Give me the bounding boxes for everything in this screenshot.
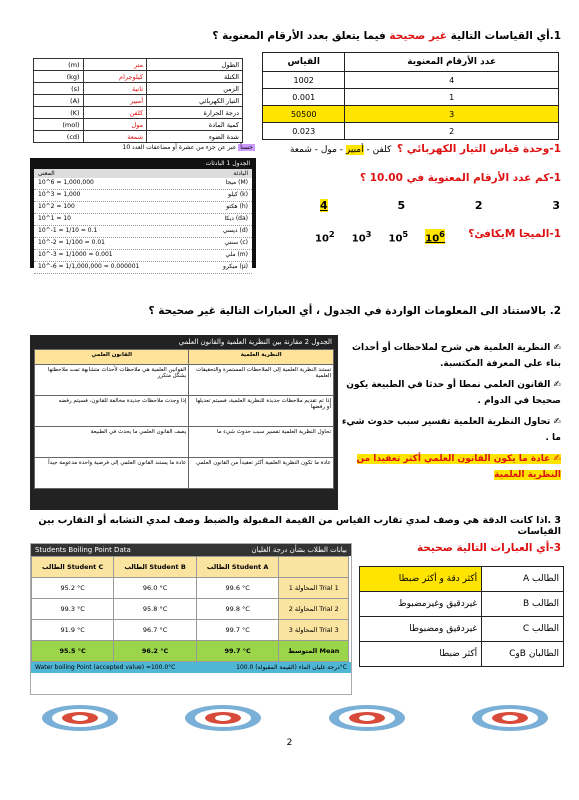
comp-header: النظرية العلمية bbox=[189, 350, 334, 365]
student-cell: أكثر دقة و أكثر ضبطا bbox=[360, 567, 482, 592]
bp-cell: 99.8 °C bbox=[196, 599, 279, 620]
prefix-row bbox=[34, 178, 252, 190]
prefix-name: ديسي (d) bbox=[222, 227, 248, 234]
sig-cell: 2 bbox=[345, 123, 559, 140]
target-a-icon bbox=[327, 700, 407, 736]
targets-row bbox=[40, 700, 550, 736]
units-cell: متر bbox=[83, 59, 146, 71]
table-row bbox=[35, 427, 334, 458]
sig-cell: 50500 bbox=[263, 106, 345, 123]
bp-cell: المتوسط Mean bbox=[279, 641, 349, 662]
table-row bbox=[360, 617, 564, 642]
student-cell: الطالب B bbox=[482, 592, 564, 617]
bp-cell: 96.0 °C bbox=[114, 578, 197, 599]
units-cell: كمية المادة bbox=[147, 119, 243, 131]
units-table bbox=[33, 58, 243, 143]
bp-cell: 96.7 °C bbox=[114, 620, 197, 641]
units-cell: شمعة bbox=[83, 131, 146, 143]
units-row bbox=[34, 59, 243, 71]
units-cell: (cd) bbox=[34, 131, 84, 143]
comp-cell: عادة ما تكون النظرية العلمية أكثر تعقيداً من القانون العلمي bbox=[189, 458, 334, 489]
table-row bbox=[360, 592, 564, 617]
table-row bbox=[32, 641, 349, 662]
units-cell: الكتلة bbox=[147, 71, 243, 83]
q2-title: 2. بالاستناد الى المعلومات الواردة في الجدول ، أي العبارات التالية غير صحيحة ؟ bbox=[148, 305, 561, 317]
prefix-value: 10^1 = 10 bbox=[38, 215, 71, 222]
units-cell: (mol) bbox=[34, 119, 84, 131]
table-row bbox=[360, 642, 564, 667]
prefix-value: 10^2 = 100 bbox=[38, 203, 75, 210]
q1-title-emphasis: غير صحيحة bbox=[389, 30, 447, 42]
statement-item: ✍ تحاول النظرية العلمية تفسير سبب حدوث شيء ما . bbox=[341, 417, 561, 443]
q1-title: 1.أي القياسات التالية غير صحيحة فيما يتعلق بعدد الأرقام المعنوية ؟ bbox=[212, 30, 561, 42]
bp-header: الطالب Student A bbox=[196, 557, 279, 578]
mcq3-option: $10^6$ bbox=[425, 229, 445, 245]
target-d-icon bbox=[470, 700, 550, 736]
table-row bbox=[35, 365, 334, 396]
prefix-name: هكتو (h) bbox=[226, 203, 248, 210]
units-cell: درجة الحرارة bbox=[147, 107, 243, 119]
bp-header: الطالب Student B bbox=[114, 557, 197, 578]
page-number: 2 bbox=[286, 738, 293, 748]
comp-cell: إذا وجدت ملاحظات جديدة مخالفة للقانون، فسيتم رفضه bbox=[35, 396, 189, 427]
mcq1: 1-وحدة قياس التيار الكهربائي ؟ كلفن - أمبير - مول - شمعة bbox=[289, 143, 561, 155]
units-row bbox=[34, 119, 243, 131]
units-cell: ثانية bbox=[83, 83, 146, 95]
prefix-row bbox=[34, 190, 252, 202]
comp-cell: إذا تم تقديم ملاحظات جديدة للنظرية العلمية، فسيتم تعديلها أو رفضها bbox=[189, 396, 334, 427]
statements-list bbox=[336, 340, 561, 488]
prefix-row bbox=[34, 226, 252, 238]
students-table bbox=[359, 566, 564, 667]
units-cell: الطول bbox=[147, 59, 243, 71]
table-row bbox=[360, 567, 564, 592]
units-cell: التيار الكهربائي bbox=[147, 95, 243, 107]
student-cell: غيردقيق ومضبوطا bbox=[360, 617, 482, 642]
student-cell: الطالب C bbox=[482, 617, 564, 642]
comp-cell: تحاول النظرية العلمية تفسير سبب حدوث شيء ما bbox=[189, 427, 334, 458]
bp-cell: 96.2 °C bbox=[114, 641, 197, 662]
prefix-name: كيلو (k) bbox=[228, 191, 248, 198]
units-cell: شدة الضوء bbox=[147, 131, 243, 143]
units-cell: أمبير bbox=[83, 95, 146, 107]
prefix-value: 10^3 = 1,000 bbox=[38, 191, 81, 198]
sig-header: عدد الأرقام المعنوية bbox=[345, 53, 559, 72]
sig-cell: 4 bbox=[345, 72, 559, 89]
table-row bbox=[263, 123, 559, 140]
bp-cell: 91.9 °C bbox=[32, 620, 114, 641]
units-row bbox=[34, 107, 243, 119]
comp-cell: تستند النظرية العلمية إلى الملاحظات المستمرة والتحقيقات العلمية bbox=[189, 365, 334, 396]
bp-cell: 99.7 °C bbox=[196, 620, 279, 641]
prefix-row bbox=[34, 262, 252, 274]
sig-cell: 1 bbox=[345, 89, 559, 106]
units-cell: (A) bbox=[34, 95, 84, 107]
comp-cell: القوانين العلمية هي ملاحظات لأحداث متشابهة تمت ملاحظتها بشكل متكرر bbox=[35, 365, 189, 396]
q3-title: 3 .اذا كانت الدقة هي وصف لمدي تقارب القياس من القيمة المقبولة والضبط وصف لمدي التشابه أو التقارب بين القياسات bbox=[38, 515, 561, 537]
units-cell: مول bbox=[83, 119, 146, 131]
bp-cell: 95.5 °C bbox=[32, 641, 114, 662]
bp-cell: 99.6 °C bbox=[196, 578, 279, 599]
units-cell: (K) bbox=[34, 107, 84, 119]
statement-item: ✍ عادة ما يكون القانون العلمي أكثر تعقيدا من النظرية العلمية bbox=[356, 454, 561, 480]
prefix-header: البادئة bbox=[233, 170, 248, 177]
prefix-value: 10^-1 = 1/10 = 0.1 bbox=[38, 227, 98, 234]
units-cell: الزمن bbox=[147, 83, 243, 95]
boiling-point-table: Students Boiling Point Data بيانات الطلاب بشأن درجة الغليان الطالب Student C الطالب Student B الطالب Student A 95.2 °C 96.0 °C 99.6 °C المحاولة 1 Trial 1 99.3 °C 95.8 °C 99.8 °C المحاولة 2 Trial 2 91.9 °C 96.7 °C 99.7 °C المحاولة 3 Trial 3 95.5 °C 96.2 °C 99.7 °C المتوسط Mean Water boiling Point (accepted value) =100.0°C درجة غليان الماء (القيمة المقبولة) 100.0°C bbox=[30, 543, 352, 695]
sig-cell: 0.001 bbox=[263, 89, 345, 106]
student-cell: الطالب A bbox=[482, 567, 564, 592]
sig-cell: 1002 bbox=[263, 72, 345, 89]
prefix-name: ملي (m) bbox=[225, 251, 248, 258]
mcq3-question: 1-الميجا Mيكافئ؟ bbox=[468, 228, 561, 240]
sig-cell: 3 bbox=[345, 106, 559, 123]
mcq3-options bbox=[315, 229, 445, 244]
prefix-value: 10^-3 = 1/1000 = 0.001 bbox=[38, 251, 113, 258]
comparison-table: الجدول 2 مقارنة بين النظرية العلمية والقانون العلمي النظرية العلمية القانون العلمي تستند النظرية العلمية إلى الملاحظات المستمرة والتحقيقات العلمية القوانين العلمية هي ملاحظات لأحداث متشابهة تمت ملاحظتها بشكل متكرر إذا تم تقديم ملاحظات جديدة للنظرية العلمية، فسيتم تعديلها أو رفضها إذا وجدت ملاحظات جديدة مخالفة للقانون، فسيتم رفضه تحاول النظرية العلمية تفسير سبب حدوث شيء ما يصف القانون العلمي ما يحدث في الطبيعة عادة ما تكون النظرية العلمية أكثر تعقيداً من القانون العلمي عادة ما يستند القانون العلمي إلى فرضية واحدة مدعومة جيداً bbox=[30, 335, 338, 510]
prefix-name: ميجا (M) bbox=[225, 179, 248, 186]
prefix-row bbox=[34, 250, 252, 262]
table-row bbox=[32, 620, 349, 641]
table-row bbox=[35, 396, 334, 427]
prefix-row bbox=[34, 214, 252, 226]
units-row bbox=[34, 95, 243, 107]
units-row bbox=[34, 71, 243, 83]
student-cell: غيردقيق وغيرمضبوط bbox=[360, 592, 482, 617]
prefix-name: سنتي (c) bbox=[224, 239, 248, 246]
units-cell: (kg) bbox=[34, 71, 84, 83]
mcq3-option: $10^5$ bbox=[388, 229, 409, 245]
target-c-icon bbox=[40, 700, 120, 736]
bp-cell: المحاولة 3 Trial 3 bbox=[279, 620, 349, 641]
prefix-row bbox=[34, 238, 252, 250]
units-row bbox=[34, 83, 243, 95]
bp-cell: 95.8 °C bbox=[114, 599, 197, 620]
mcq3-option: $10^3$ bbox=[351, 229, 372, 245]
table-row bbox=[263, 106, 559, 123]
target-b-icon bbox=[183, 700, 263, 736]
bp-cell: 99.3 °C bbox=[32, 599, 114, 620]
sig-header: القياس bbox=[263, 53, 345, 72]
prefix-name: ديكا (da) bbox=[224, 215, 248, 222]
prefix-name: ميكرو (µ) bbox=[223, 263, 248, 270]
bp-cell: المحاولة 2 Trial 2 bbox=[279, 599, 349, 620]
prefix-table: الجدول 1 البادئات المعنى البادئة 10^6 = 1,000,000 ميجا (M) 10^3 = 1,000 كيلو (k) 10^2 = 100 هكتو (h) 10^1 = 10 ديكا (da) 10^-1 = 1/10 = 0.1 ديسي (d) 10^-2 = 1/100 = 0.01 سنتي (c) 10^-3 = 1/1000 = 0.001 ملي (m) 10^-6 = 1/1,000,000 = 0.000001 ميكرو (µ) bbox=[30, 158, 256, 268]
bp-cell: 95.2 °C bbox=[32, 578, 114, 599]
mcq2-options: 4 5 2 3 bbox=[320, 199, 560, 212]
statement-item: ✍ النظرية العلمية هي شرح لملاحظات أو أحداث بناء علي المعرفة المكتسبة. bbox=[352, 343, 561, 369]
units-cell: كلفن bbox=[83, 107, 146, 119]
bp-header: الطالب Student C bbox=[32, 557, 114, 578]
units-cell: كيلوجرام bbox=[83, 71, 146, 83]
mcq3-option: $10^2$ bbox=[315, 229, 335, 245]
q3-sub: 3-أي العبارات التالية صحيحة bbox=[416, 542, 561, 554]
units-cell: (s) bbox=[34, 83, 84, 95]
student-cell: أكثر ضبطا bbox=[360, 642, 482, 667]
prefix-row bbox=[34, 202, 252, 214]
comp-header: القانون العلمي bbox=[35, 350, 189, 365]
prefix-value: 10^6 = 1,000,000 bbox=[38, 179, 94, 186]
bp-cell: 99.7 °C bbox=[196, 641, 279, 662]
bp-cell: المحاولة 1 Trial 1 bbox=[279, 578, 349, 599]
sig-figs-table bbox=[262, 52, 559, 140]
table-row bbox=[32, 599, 349, 620]
student-cell: الطالبان BوC bbox=[482, 642, 564, 667]
prefix-value: 10^-2 = 1/100 = 0.01 bbox=[38, 239, 105, 246]
comp-cell: عادة ما يستند القانون العلمي إلى فرضية واحدة مدعومة جيداً bbox=[35, 458, 189, 489]
table-row bbox=[263, 72, 559, 89]
prefix-value: 10^-6 = 1/1,000,000 = 0.000001 bbox=[38, 263, 140, 270]
table-row bbox=[35, 458, 334, 489]
mcq2-question: 1-كم عدد الأرقام المعنوية في 10.00 ؟ bbox=[359, 172, 561, 184]
table-row bbox=[263, 89, 559, 106]
table-row bbox=[32, 578, 349, 599]
prefix-note: حسناً عبر عن جزء من عشرة أو مضاعفات العدد 10 bbox=[122, 144, 253, 151]
comp-cell: يصف القانون العلمي ما يحدث في الطبيعة bbox=[35, 427, 189, 458]
statement-item: ✍ القانون العلمي نمطا أو حدثا في الطبيعة يكون صحيحا في الدوام . bbox=[346, 380, 561, 406]
units-row bbox=[34, 131, 243, 143]
prefix-header: المعنى bbox=[38, 170, 55, 177]
sig-cell: 0.023 bbox=[263, 123, 345, 140]
units-cell: (m) bbox=[34, 59, 84, 71]
bp-header bbox=[279, 557, 349, 578]
